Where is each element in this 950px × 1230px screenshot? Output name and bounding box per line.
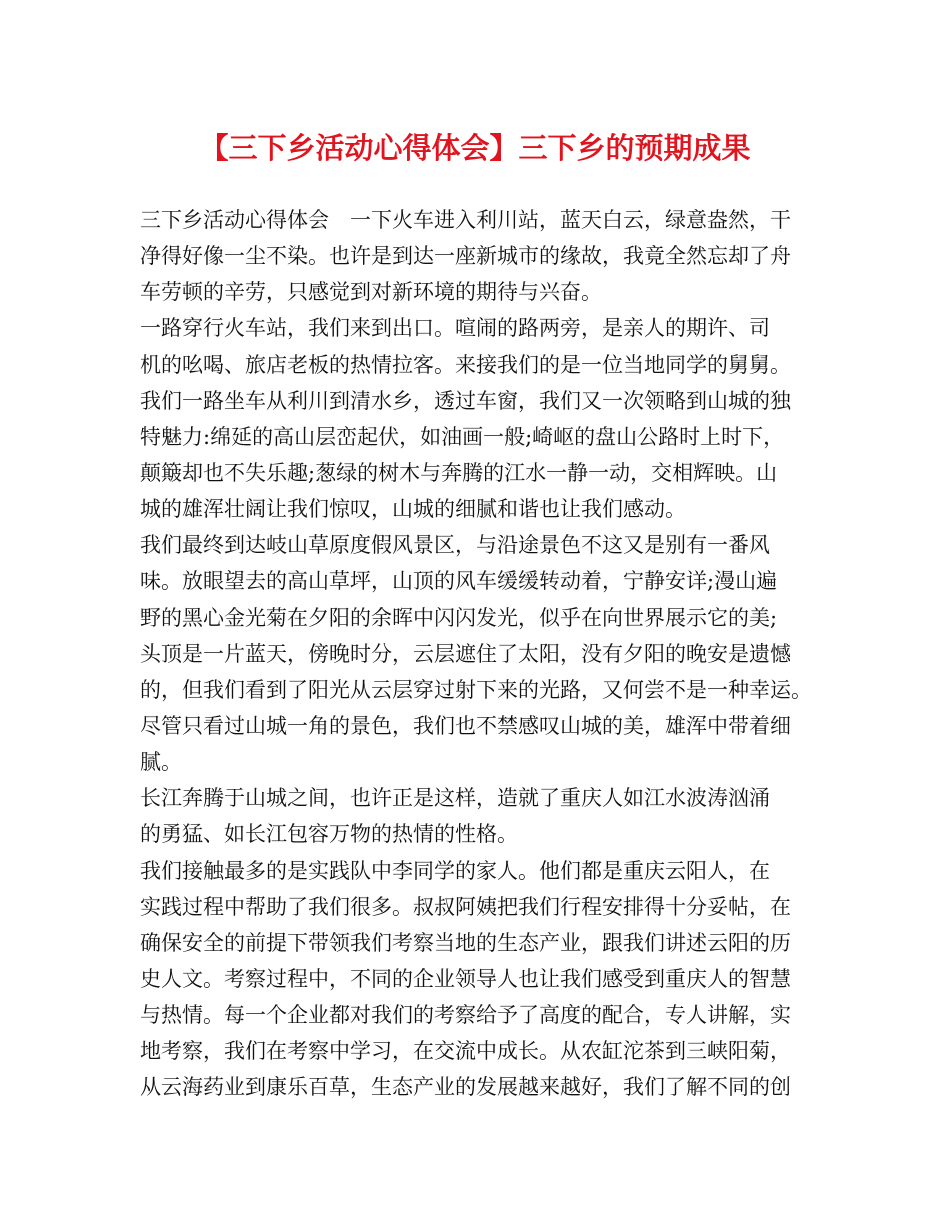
text-line: 实践过程中帮助了我们很多。叔叔阿姨把我们行程安排得十分妥帖，在: [140, 894, 791, 919]
text-line: 净得好像一尘不染。也许是到达一座新城市的缘故，我竟全然忘却了舟: [140, 244, 791, 269]
text-line: 与热情。每一个企业都对我们的考察给予了高度的配合，专人讲解，实: [140, 1003, 791, 1028]
text-line: 的，但我们看到了阳光从云层穿过射下来的光路，又何尝不是一种幸运。: [140, 677, 812, 702]
text-line: 野的黑心金光菊在夕阳的余晖中闪闪发光，似乎在向世界展示它的美;: [140, 605, 778, 630]
text-line: 史人文。考察过程中，不同的企业领导人也让我们感受到重庆人的智慧: [140, 966, 791, 991]
text-line: 颠簸却也不失乐趣;葱绿的树木与奔腾的江水一静一动，交相辉映。山: [140, 460, 778, 485]
text-line: 我们最终到达岐山草原度假风景区，与沿途景色不这又是别有一番风: [140, 533, 770, 558]
text-line: 腻。: [140, 750, 182, 775]
text-line: 尽管只看过山城一角的景色，我们也不禁感叹山城的美，雄浑中带着细: [140, 713, 791, 738]
text-line: 地考察，我们在考察中学习，在交流中成长。从农缸沱茶到三峡阳菊，: [140, 1039, 791, 1064]
text-line: 城的雄浑壮阔让我们惊叹，山城的细腻和谐也让我们感动。: [140, 497, 686, 522]
text-line: 三下乡活动心得体会 一下火车进入利川站，蓝天白云，绿意盎然，干: [140, 208, 791, 232]
text-line: 的勇猛、如长江包容万物的热情的性格。: [140, 822, 518, 847]
text-line: 我们一路坐车从利川到清水乡，透过车窗，我们又一次领略到山城的独: [140, 388, 791, 413]
document-title: 【三下乡活动心得体会】三下乡的预期成果: [199, 131, 751, 165]
text-line: 车劳顿的辛劳，只感觉到对新环境的期待与兴奋。: [140, 280, 602, 305]
text-line: 我们接触最多的是实践队中李同学的家人。他们都是重庆云阳人，在: [140, 858, 770, 883]
text-line: 头顶是一片蓝天，傍晚时分，云层遮住了太阳，没有夕阳的晚安是遗憾: [140, 641, 791, 666]
text-line: 从云海药业到康乐百草，生态产业的发展越来越好，我们了解不同的创: [140, 1075, 791, 1100]
text-line: 长江奔腾于山城之间，也许正是这样，造就了重庆人如江水波涛汹涌: [140, 786, 770, 811]
text-line: 一路穿行火车站，我们来到出口。喧闹的路两旁，是亲人的期许、司: [140, 316, 770, 341]
text-line: 味。放眼望去的高山草坪，山顶的风车缓缓转动着，宁静安详;漫山遍: [140, 569, 778, 594]
document-body: [140, 202, 830, 1106]
text-line: 特魅力:绵延的高山层峦起伏，如油画一般;崎岖的盘山公路时上时下，: [140, 424, 785, 449]
text-line: 机的吆喝、旅店老板的热情拉客。来接我们的是一位当地同学的舅舅。: [140, 352, 791, 377]
text-line: 确保安全的前提下带领我们考察当地的生态产业，跟我们讲述云阳的历: [140, 930, 791, 955]
